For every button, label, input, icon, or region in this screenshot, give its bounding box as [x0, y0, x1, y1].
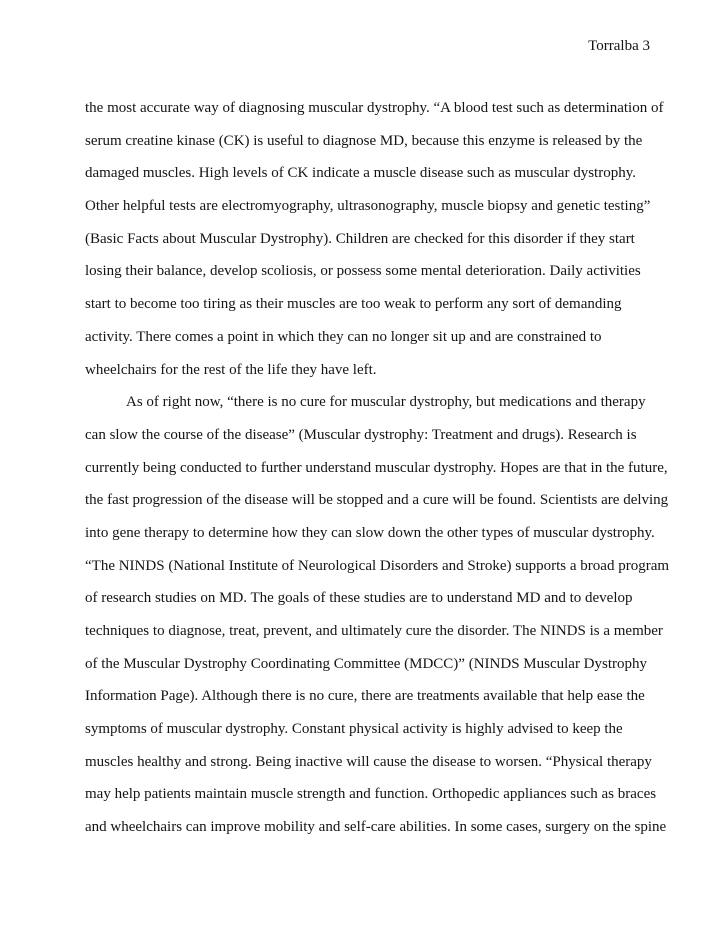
- text-line: “The NINDS (National Institute of Neurological Disorders and Stroke) supports a broad program: [85, 557, 670, 574]
- text-line: wheelchairs for the rest of the life they have left.: [85, 361, 377, 378]
- text-line: and wheelchairs can improve mobility and self-care abilities. In some cases, surgery on the spine: [85, 819, 667, 836]
- text-line: can slow the course of the disease” (Muscular dystrophy: Treatment and drugs). Research is: [85, 426, 637, 443]
- text-line: Information Page). Although there is no cure, there are treatments available that help ease the: [85, 688, 645, 705]
- text-line: currently being conducted to further understand muscular dystrophy. Hopes are that in the future,: [85, 459, 668, 476]
- text-line: the most accurate way of diagnosing muscular dystrophy. “A blood test such as determination of: [85, 100, 664, 116]
- running-head-text: Torralba 3: [588, 38, 650, 54]
- text-line: activity. There comes a point in which they can no longer sit up and are constrained to: [85, 328, 602, 345]
- text-line-paragraph-start: As of right now, “there is no cure for muscular dystrophy, but medications and therapy: [126, 394, 646, 411]
- text-line: losing their balance, develop scoliosis, or possess some mental deterioration. Daily activities: [85, 263, 641, 280]
- text-line: of the Muscular Dystrophy Coordinating Committee (MDCC)” (NINDS Muscular Dystrophy: [85, 655, 648, 672]
- text-line: symptoms of muscular dystrophy. Constant physical activity is highly advised to keep the: [85, 721, 623, 738]
- page-header: [85, 36, 650, 56]
- text-line: the fast progression of the disease will be stopped and a cure will be found. Scientists are delving: [85, 492, 669, 509]
- text-line: into gene therapy to determine how they can slow down the other types of muscular dystrophy.: [85, 524, 655, 541]
- text-line: of research studies on MD. The goals of these studies are to understand MD and to develop: [85, 590, 633, 607]
- text-line: techniques to diagnose, treat, prevent, and ultimately cure the disorder. The NINDS is a member: [85, 623, 663, 639]
- text-line: Other helpful tests are electromyography, ultrasonography, muscle biopsy and genetic testing”: [85, 198, 651, 215]
- text-line: muscles healthy and strong. Being inactive will cause the disease to worsen. “Physical therapy: [85, 753, 652, 770]
- text-line: start to become too tiring as their muscles are too weak to perform any sort of demanding: [85, 296, 622, 313]
- document-body: [85, 92, 670, 844]
- text-line: serum creatine kinase (CK) is useful to diagnose MD, because this enzyme is released by the: [85, 132, 643, 149]
- text-line: (Basic Facts about Muscular Dystrophy). Children are checked for this disorder if they start: [85, 230, 635, 247]
- text-line: damaged muscles. High levels of CK indicate a muscle disease such as muscular dystrophy.: [85, 165, 636, 182]
- text-line: may help patients maintain muscle strength and function. Orthopedic appliances such as braces: [85, 786, 657, 803]
